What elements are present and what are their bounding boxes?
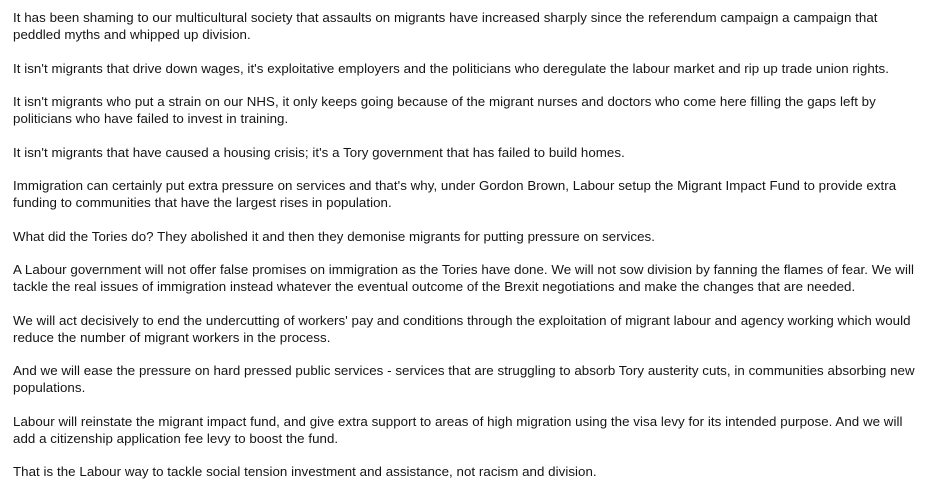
paragraph-7: A Labour government will not offer false promises on immigration as the Tories have done. We will not sow division by fanning the flames of fear. We will tackle the real issues of immigration instead whatever the eventual outcome of the Brexit negotiations and make the changes that are needed. (13, 262, 914, 294)
paragraph-6: What did the Tories do? They abolished it and then they demonise migrants for putting pressure on services. (13, 228, 655, 244)
paragraph-10: Labour will reinstate the migrant impact fund, and give extra support to areas of high migration using the visa levy for its intended purpose. And we will add a citizenship application fee levy to boost the fund. (13, 413, 903, 446)
paragraph-9: And we will ease the pressure on hard pressed public services - services that are struggling to absorb Tory austerity cuts, in communities absorbing new populations. (13, 363, 915, 395)
paragraph-5: Immigration can certainly put extra pressure on services and that's why, under Gordon Brown, Labour setup the Migrant Impact Fund to provide extra funding to communities that have the largest rises in population. (13, 178, 897, 210)
paragraph-11: That is the Labour way to tackle social tension investment and assistance, not racism and division. (13, 464, 597, 479)
document-body (13, 9, 923, 480)
paragraph-3: It isn't migrants who put a strain on our NHS, it only keeps going because of the migrant nurses and doctors who come here filling the gaps left by politicians who have failed to invest in training. (13, 94, 876, 126)
paragraph-1: It has been shaming to our multicultural society that assaults on migrants have increased sharply since the referendum campaign a campaign that peddled myths and whipped up division. (13, 10, 878, 42)
paragraph-4: It isn't migrants that have caused a housing crisis; it's a Tory government that has failed to build homes. (13, 144, 625, 160)
paragraph-8: We will act decisively to end the undercutting of workers' pay and conditions through the exploitation of migrant labour and agency working which would reduce the number of migrant workers in the process. (13, 312, 911, 345)
paragraph-2: It isn't migrants that drive down wages, it's exploitative employers and the politicians who deregulate the labour market and rip up trade union rights. (13, 60, 889, 76)
